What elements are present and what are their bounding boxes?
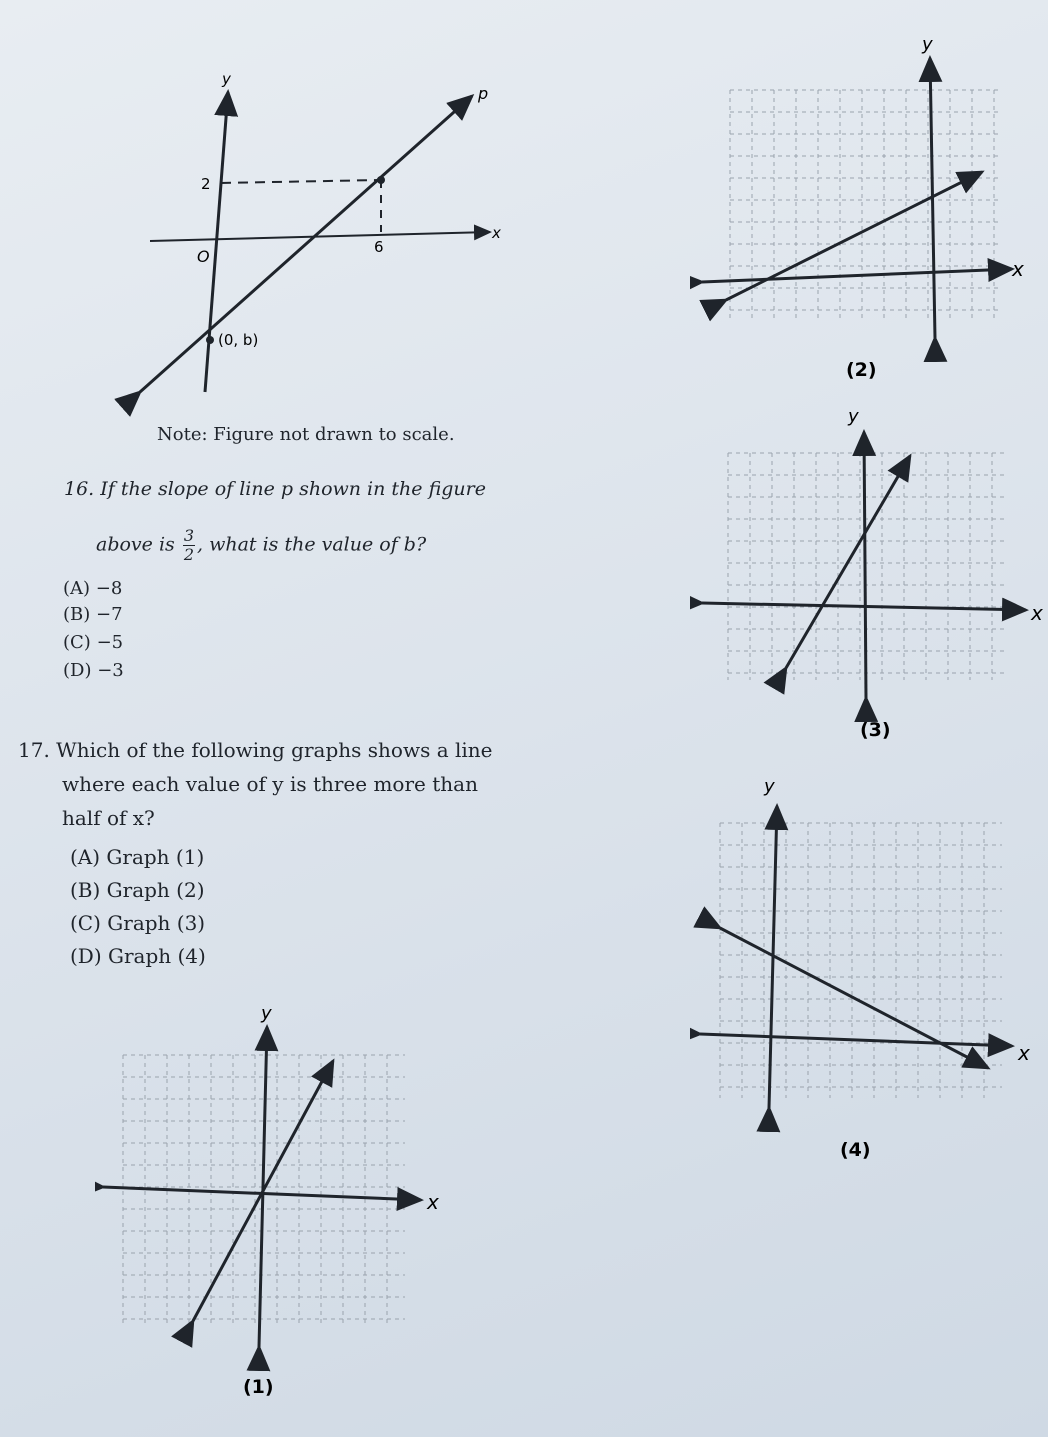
graph-3-y-label: y (848, 406, 859, 427)
figure-line-label: p (478, 84, 489, 103)
option-value: −7 (96, 604, 123, 625)
q17-option-a (70, 845, 204, 869)
graph-1-y-label: y (261, 1003, 272, 1024)
graph-3-x-label: x (1031, 601, 1043, 625)
graph-4-x-label: x (1018, 1041, 1030, 1065)
graph-4 (690, 768, 1048, 1168)
graph-2-caption: (2) (846, 359, 877, 381)
q17-line-1: 17. Which of the following graphs shows a line (18, 738, 493, 762)
graph-2-y-label: y (922, 34, 933, 55)
q17-option-d (70, 944, 206, 968)
graph-2-x-label: x (1012, 257, 1024, 281)
option-label: (C) (70, 911, 101, 935)
slope-fraction (183, 528, 195, 563)
option-label: (C) (63, 632, 91, 653)
q16-option-b (63, 604, 123, 625)
graph-2 (690, 20, 1040, 390)
graph-1-caption: (1) (243, 1376, 274, 1398)
figure-origin-label: O (197, 247, 210, 266)
figure-x-label: x (492, 224, 501, 242)
question-17-stem (18, 733, 578, 835)
graph-4-x-axis (700, 1034, 1012, 1046)
figure-x-value-label: 6 (374, 238, 384, 256)
figure-y-label: y (222, 70, 231, 88)
q16-option-c (63, 632, 123, 653)
line-p-figure (0, 0, 560, 420)
grid-lines (730, 90, 1000, 320)
graph-4-line (720, 928, 988, 1068)
option-value: Graph (4) (108, 944, 206, 968)
graph-1 (95, 995, 455, 1415)
option-label: (B) (63, 604, 91, 625)
point-6-2 (377, 176, 385, 184)
point-0-b (206, 336, 214, 344)
q16-text-after: , what is the value of b? (197, 533, 427, 556)
graph-2-x-axis (702, 269, 1012, 282)
q17-line-3: half of x? (62, 806, 155, 830)
q17-option-b (70, 878, 205, 902)
option-value: −3 (97, 660, 124, 681)
option-value: Graph (3) (107, 911, 206, 935)
graph-1-x-label: x (427, 1190, 439, 1214)
option-label: (A) (70, 845, 101, 869)
q17-line-2: where each value of y is three more than (62, 772, 478, 796)
option-value: Graph (2) (106, 878, 205, 902)
graph-3-y-axis (864, 432, 866, 698)
option-label: (B) (70, 878, 101, 902)
q16-option-d (63, 660, 124, 681)
fraction-numerator: 3 (183, 526, 195, 545)
figure-y-value-label: 2 (201, 175, 211, 193)
graph-2-line (726, 172, 982, 300)
option-label: (D) (63, 660, 92, 681)
grid-lines (728, 453, 1008, 680)
figure-point-label: (0, b) (218, 331, 259, 349)
option-value: −5 (96, 632, 124, 653)
graph-3 (690, 398, 1048, 748)
question-16-stem-cont (96, 528, 426, 563)
graph-3-caption: (3) (860, 719, 891, 741)
grid-lines (720, 823, 1002, 1098)
fraction-denominator: 2 (183, 545, 195, 564)
q16-text-before: above is (96, 533, 175, 556)
graph-4-caption: (4) (840, 1139, 871, 1161)
graph-3-line (786, 456, 910, 668)
line-p (140, 96, 472, 392)
figure-note: Note: Figure not drawn to scale. (157, 424, 455, 445)
q17-option-c (70, 911, 205, 935)
dashed-guide-horizontal (221, 180, 380, 183)
option-value: −8 (95, 578, 123, 599)
graph-4-y-label: y (764, 776, 775, 797)
option-value: Graph (1) (106, 845, 205, 869)
question-16-stem: 16. If the slope of line p shown in the figure (64, 478, 486, 500)
option-label: (A) (63, 578, 91, 599)
option-label: (D) (70, 944, 102, 968)
q16-option-a (63, 578, 122, 599)
